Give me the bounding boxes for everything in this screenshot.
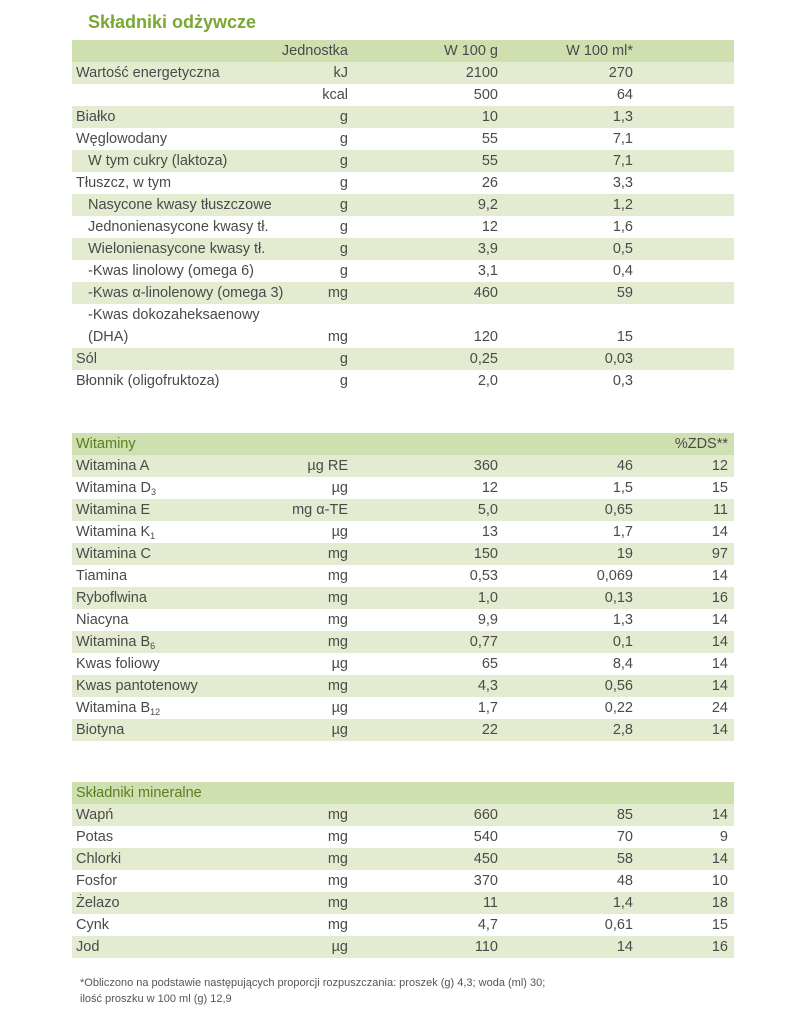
mineral-name: Jod bbox=[76, 939, 100, 955]
value-per-100ml: 1,6 bbox=[612, 219, 633, 235]
table-row bbox=[72, 348, 734, 370]
value-per-100ml: 7,1 bbox=[612, 153, 633, 169]
nutrient-unit: g bbox=[339, 351, 348, 367]
value-per-100g: 660 bbox=[473, 807, 498, 823]
value-per-100g: 22 bbox=[481, 722, 498, 738]
value-per-100g: 0,53 bbox=[469, 568, 498, 584]
value-zds: 11 bbox=[712, 502, 728, 518]
header-per-100ml: W 100 ml* bbox=[566, 43, 633, 59]
value-per-100ml: 0,1 bbox=[612, 634, 633, 650]
table-row bbox=[72, 936, 734, 958]
nutrient-unit: g bbox=[339, 219, 348, 235]
vitamin-name-text: Ryboflwina bbox=[76, 590, 147, 606]
header-per-100g: W 100 g bbox=[444, 43, 498, 59]
value-per-100g: 450 bbox=[473, 851, 498, 867]
value-zds: 14 bbox=[711, 524, 728, 540]
vitamin-name-text: Kwas foliowy bbox=[76, 656, 160, 672]
value-per-100g: 10 bbox=[481, 109, 498, 125]
value-per-100ml: 19 bbox=[616, 546, 633, 562]
value-zds: 16 bbox=[711, 939, 728, 955]
nutrient-unit: g bbox=[339, 373, 348, 389]
mineral-name: Żelazo bbox=[76, 895, 120, 911]
table-row bbox=[72, 870, 734, 892]
table-row bbox=[72, 804, 734, 826]
nutrient-unit: g bbox=[339, 131, 348, 147]
value-per-100g: 0,25 bbox=[469, 351, 498, 367]
vitamin-name bbox=[76, 719, 124, 741]
value-per-100g: 26 bbox=[481, 175, 498, 191]
vitamin-subscript: 12 bbox=[150, 707, 161, 717]
vitamins-table bbox=[72, 433, 734, 741]
nutrient-unit: g bbox=[339, 197, 348, 213]
value-per-100g: 4,7 bbox=[477, 917, 498, 933]
vitamin-unit: µg bbox=[331, 480, 348, 496]
mineral-unit: µg bbox=[331, 939, 348, 955]
value-per-100g: 540 bbox=[473, 829, 498, 845]
value-per-100ml: 0,4 bbox=[612, 263, 633, 279]
mineral-name: Fosfor bbox=[76, 873, 118, 889]
nutrient-name: Błonnik (oligofruktoza) bbox=[76, 373, 220, 389]
nutrient-name: W tym cukry (laktoza) bbox=[88, 153, 228, 169]
value-per-100g: 370 bbox=[473, 873, 498, 889]
table-row bbox=[72, 260, 734, 282]
table-row bbox=[72, 653, 734, 675]
mineral-unit: mg bbox=[327, 873, 348, 889]
table-row bbox=[72, 914, 734, 936]
vitamin-name-text: Tiamina bbox=[76, 568, 128, 584]
table-row bbox=[72, 455, 734, 477]
value-per-100ml: 7,1 bbox=[612, 131, 633, 147]
vitamins-section-label: Witaminy bbox=[76, 436, 136, 452]
value-per-100ml: 3,3 bbox=[612, 175, 633, 191]
nutrient-name-continued: (DHA) bbox=[88, 329, 129, 345]
value-per-100ml: 64 bbox=[616, 87, 633, 103]
value-zds: 14 bbox=[711, 612, 728, 628]
vitamin-name bbox=[76, 565, 127, 587]
table-row bbox=[72, 697, 734, 719]
value-per-100g: 12 bbox=[481, 219, 498, 235]
table-row bbox=[72, 128, 734, 150]
vitamin-unit: mg bbox=[327, 590, 348, 606]
value-per-100g: 2,0 bbox=[477, 373, 498, 389]
nutrient-name: Węglowodany bbox=[76, 131, 168, 147]
minerals-section-label: Składniki mineralne bbox=[76, 785, 202, 801]
vitamin-unit: mg bbox=[327, 546, 348, 562]
minerals-table bbox=[72, 782, 734, 958]
mineral-name: Chlorki bbox=[76, 851, 122, 867]
nutrient-name: -Kwas α-linolenowy (omega 3) bbox=[88, 285, 284, 301]
nutrient-unit: kcal bbox=[322, 87, 348, 103]
vitamin-name-text: Witamina D bbox=[76, 480, 151, 496]
vitamin-unit: µg RE bbox=[307, 458, 348, 474]
value-per-100ml: 14 bbox=[616, 939, 633, 955]
table-row bbox=[72, 304, 734, 348]
value-per-100g: 360 bbox=[473, 458, 498, 474]
vitamin-name-text: Witamina B bbox=[76, 700, 151, 716]
value-per-100ml: 85 bbox=[616, 807, 633, 823]
nutrients-table bbox=[72, 40, 734, 392]
nutrient-unit: mg bbox=[327, 329, 348, 345]
table-row bbox=[72, 543, 734, 565]
nutrient-unit: g bbox=[339, 109, 348, 125]
vitamin-subscript: 3 bbox=[150, 487, 156, 497]
value-zds: 14 bbox=[711, 807, 728, 823]
table-row bbox=[72, 587, 734, 609]
value-per-100g: 460 bbox=[473, 285, 498, 301]
nutrient-unit: mg bbox=[327, 285, 348, 301]
nutrient-name: Wielonienasycone kwasy tł. bbox=[88, 241, 266, 257]
footnote-line-1: *Obliczono na podstawie następujących proporcji rozpuszczania: proszek (g) 4,3; woda (ml) 30; bbox=[80, 977, 546, 989]
table-row bbox=[72, 565, 734, 587]
table-row bbox=[72, 282, 734, 304]
table-row bbox=[72, 719, 734, 741]
value-per-100g: 110 bbox=[474, 939, 498, 955]
table-row bbox=[72, 826, 734, 848]
value-per-100ml: 0,56 bbox=[604, 678, 633, 694]
nutrient-name: -Kwas dokozaheksaenowy bbox=[88, 307, 260, 323]
value-zds: 9 bbox=[719, 829, 728, 845]
vitamin-name bbox=[76, 653, 160, 675]
table-row bbox=[72, 892, 734, 914]
vitamin-name-text: Witamina K bbox=[76, 524, 151, 540]
value-per-100ml: 70 bbox=[616, 829, 633, 845]
table-row bbox=[72, 848, 734, 870]
value-per-100ml: 8,4 bbox=[612, 656, 633, 672]
header-zds: %ZDS** bbox=[674, 436, 728, 452]
value-zds: 14 bbox=[711, 851, 728, 867]
value-zds: 18 bbox=[711, 895, 728, 911]
vitamin-name-text: Witamina B bbox=[76, 634, 151, 650]
value-per-100ml: 270 bbox=[608, 65, 633, 81]
value-per-100ml: 46 bbox=[616, 458, 633, 474]
value-per-100ml: 58 bbox=[616, 851, 633, 867]
mineral-name: Potas bbox=[76, 829, 114, 845]
value-per-100g: 2100 bbox=[465, 65, 498, 81]
vitamin-name bbox=[76, 675, 198, 697]
value-zds: 15 bbox=[711, 480, 728, 496]
nutrient-unit: g bbox=[339, 175, 348, 191]
vitamin-name-text: Kwas pantotenowy bbox=[76, 678, 198, 694]
vitamin-unit: mg α-TE bbox=[292, 502, 348, 518]
mineral-unit: mg bbox=[327, 851, 348, 867]
mineral-unit: mg bbox=[327, 807, 348, 823]
table-row bbox=[72, 609, 734, 631]
value-per-100g: 12 bbox=[481, 480, 498, 496]
table-row bbox=[72, 216, 734, 238]
value-per-100ml: 1,4 bbox=[612, 895, 633, 911]
value-per-100g: 1,0 bbox=[477, 590, 498, 606]
value-per-100g: 5,0 bbox=[477, 502, 498, 518]
value-zds: 14 bbox=[711, 656, 728, 672]
vitamin-unit: µg bbox=[331, 524, 348, 540]
value-per-100g: 500 bbox=[473, 87, 498, 103]
nutrient-name: Jednonienasycone kwasy tł. bbox=[88, 219, 269, 235]
vitamin-name bbox=[76, 455, 149, 477]
nutrient-unit: g bbox=[339, 153, 348, 169]
nutrient-name: Tłuszcz, w tym bbox=[76, 175, 172, 191]
table-row bbox=[72, 106, 734, 128]
value-per-100g: 150 bbox=[473, 546, 498, 562]
vitamins-header-row bbox=[72, 433, 734, 455]
vitamin-subscript: 1 bbox=[150, 531, 156, 541]
mineral-name: Wapń bbox=[76, 807, 114, 823]
page-title: Składniki odżywcze bbox=[88, 12, 257, 32]
vitamin-unit: µg bbox=[331, 656, 348, 672]
value-zds: 12 bbox=[711, 458, 728, 474]
value-zds: 97 bbox=[711, 546, 728, 562]
vitamin-unit: mg bbox=[327, 634, 348, 650]
value-per-100ml: 2,8 bbox=[612, 722, 633, 738]
vitamin-name bbox=[76, 543, 151, 565]
value-zds: 15 bbox=[711, 917, 728, 933]
table-row bbox=[72, 194, 734, 216]
value-per-100ml: 0,22 bbox=[604, 700, 633, 716]
table-row bbox=[72, 521, 734, 543]
value-per-100g: 4,3 bbox=[477, 678, 498, 694]
mineral-unit: mg bbox=[327, 895, 348, 911]
value-per-100g: 55 bbox=[481, 153, 498, 169]
value-per-100ml: 0,03 bbox=[604, 351, 633, 367]
value-zds: 16 bbox=[711, 590, 728, 606]
vitamin-name-text: Niacyna bbox=[76, 612, 129, 628]
table-row bbox=[72, 675, 734, 697]
nutrient-name: Sól bbox=[76, 351, 97, 367]
value-zds: 24 bbox=[711, 700, 728, 716]
value-per-100g: 1,7 bbox=[477, 700, 498, 716]
nutrient-unit: g bbox=[339, 263, 348, 279]
value-per-100g: 65 bbox=[481, 656, 498, 672]
value-zds: 14 bbox=[711, 678, 728, 694]
value-per-100ml: 48 bbox=[616, 873, 633, 889]
value-per-100g: 9,2 bbox=[477, 197, 498, 213]
vitamin-name-text: Witamina A bbox=[76, 458, 150, 474]
nutrients-header-row bbox=[72, 40, 734, 62]
value-per-100ml: 0,5 bbox=[612, 241, 633, 257]
value-per-100g: 13 bbox=[481, 524, 498, 540]
nutrient-name: Nasycone kwasy tłuszczowe bbox=[88, 197, 272, 213]
vitamin-name-text: Witamina E bbox=[76, 502, 151, 518]
value-zds: 14 bbox=[711, 568, 728, 584]
table-row bbox=[72, 238, 734, 260]
value-per-100g: 55 bbox=[481, 131, 498, 147]
vitamin-name bbox=[76, 609, 128, 631]
table-row bbox=[72, 150, 734, 172]
value-per-100g: 3,9 bbox=[477, 241, 498, 257]
nutrient-unit: g bbox=[339, 241, 348, 257]
value-per-100ml: 1,5 bbox=[612, 480, 633, 496]
mineral-name: Cynk bbox=[76, 917, 110, 933]
value-per-100ml: 1,3 bbox=[612, 612, 633, 628]
vitamin-name bbox=[76, 499, 150, 521]
table-row bbox=[72, 370, 734, 392]
value-per-100g: 9,9 bbox=[477, 612, 498, 628]
table-row bbox=[72, 62, 734, 84]
table-row bbox=[72, 631, 734, 653]
value-per-100ml: 0,069 bbox=[596, 568, 633, 584]
vitamin-name bbox=[76, 587, 147, 609]
value-per-100ml: 59 bbox=[616, 285, 633, 301]
value-zds: 14 bbox=[711, 634, 728, 650]
table-row bbox=[72, 84, 734, 106]
value-per-100ml: 1,7 bbox=[612, 524, 633, 540]
value-per-100ml: 15 bbox=[616, 329, 633, 345]
value-per-100ml: 0,3 bbox=[612, 373, 633, 389]
footnote bbox=[80, 975, 545, 1007]
value-per-100g: 11 bbox=[482, 895, 498, 911]
value-per-100ml: 1,2 bbox=[612, 197, 633, 213]
value-per-100ml: 0,65 bbox=[604, 502, 633, 518]
table-row bbox=[72, 499, 734, 521]
minerals-header-row bbox=[72, 782, 734, 804]
nutrient-name: Wartość energetyczna bbox=[76, 65, 220, 81]
value-per-100ml: 0,13 bbox=[604, 590, 633, 606]
vitamin-name-text: Biotyna bbox=[76, 722, 125, 738]
value-per-100g: 3,1 bbox=[477, 263, 498, 279]
vitamin-unit: mg bbox=[327, 678, 348, 694]
table-row bbox=[72, 172, 734, 194]
vitamin-name-text: Witamina C bbox=[76, 546, 151, 562]
value-zds: 14 bbox=[711, 722, 728, 738]
nutrient-name: -Kwas linolowy (omega 6) bbox=[88, 263, 255, 279]
value-per-100g: 0,77 bbox=[469, 634, 498, 650]
vitamin-unit: mg bbox=[327, 568, 348, 584]
vitamin-unit: µg bbox=[331, 722, 348, 738]
mineral-unit: mg bbox=[327, 829, 348, 845]
value-zds: 10 bbox=[711, 873, 728, 889]
value-per-100ml: 1,3 bbox=[612, 109, 633, 125]
nutrient-unit: kJ bbox=[333, 65, 348, 81]
nutrient-name: Białko bbox=[76, 109, 116, 125]
vitamin-unit: µg bbox=[331, 700, 348, 716]
footnote-line-2: ilość proszku w 100 ml (g) 12,9 bbox=[80, 993, 232, 1005]
mineral-unit: mg bbox=[327, 917, 348, 933]
table-row bbox=[72, 477, 734, 499]
value-per-100ml: 0,61 bbox=[604, 917, 633, 933]
vitamin-subscript: 6 bbox=[150, 641, 156, 651]
value-per-100g: 120 bbox=[473, 329, 498, 345]
header-unit: Jednostka bbox=[281, 43, 348, 59]
vitamin-unit: mg bbox=[327, 612, 348, 628]
